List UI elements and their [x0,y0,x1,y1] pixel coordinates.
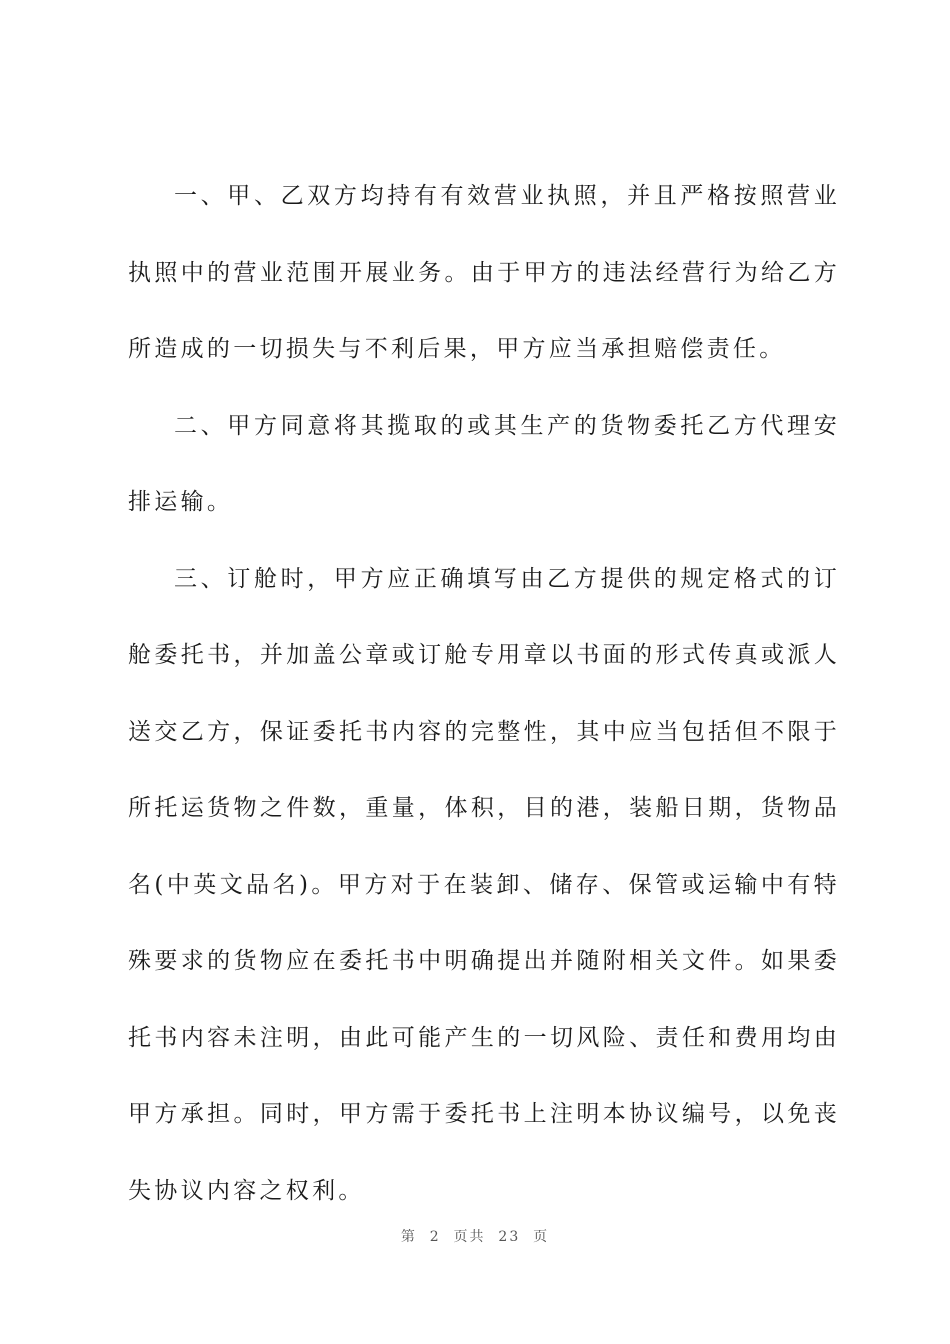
paragraph-2: 二、甲方同意将其揽取的或其生产的货物委托乙方代理安排运输。 [128,412,840,515]
paragraph-3: 三、订舱时，甲方应正确填写由乙方提供的规定格式的订舱委托书，并加盖公章或订舱专用章以书面的形式传真或派人送交乙方，保证委托书内容的完整性，其中应当包括但不限于所托运货物之件数，重量，体积，目的港，装船日期，货物品名(中英文品名)。甲方对于在装卸、储存、保管或运输中有特殊要求的货物应在委托书中明确提出并随附相关文件。如果委托书内容未注明，由此可能产生的一切风险、责任和费用均由甲方承担。同时，甲方需于委托书上注明本协议编号，以免丧失协议内容之权利。 [128,565,840,1204]
document-body [128,158,840,1229]
paragraph-1: 一、甲、乙双方均持有有效营业执照，并且严格按照营业执照中的营业范围开展业务。由于甲方的违法经营行为给乙方所造成的一切损失与不利后果，甲方应当承担赔偿责任。 [128,183,840,362]
page-number-footer: 第 2 页共 23 页 [400,1229,550,1245]
